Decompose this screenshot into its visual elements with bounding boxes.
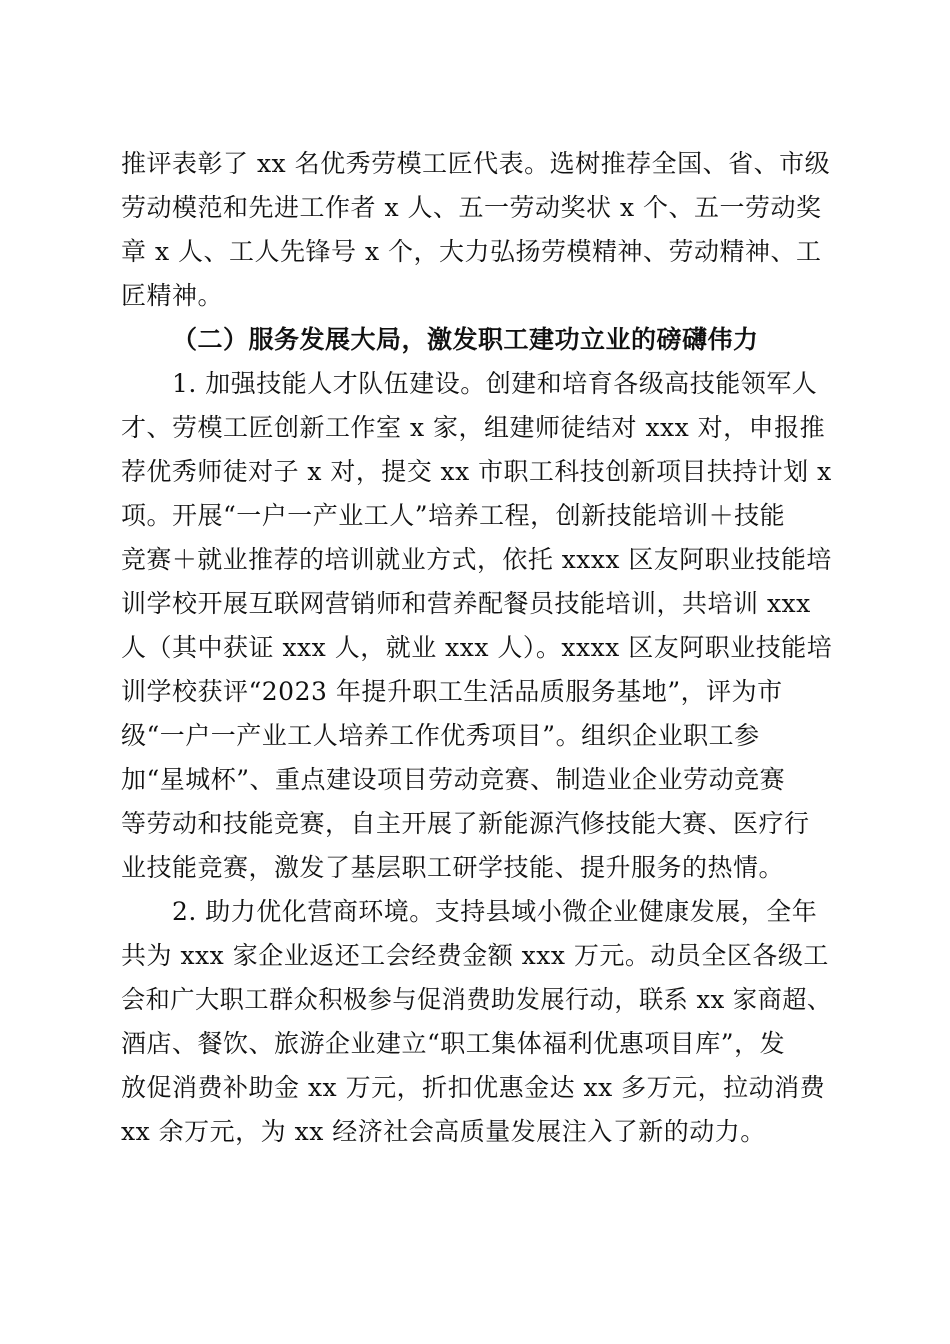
text-line: xx 余万元，为 xx 经济社会高质量发展注入了新的动力。 xyxy=(121,1117,766,1146)
text-line: 匠精神。 xyxy=(121,281,224,310)
text-line: 共为 xxx 家企业返还工会经费金额 xxx 万元。动员全区各级工 xyxy=(121,941,829,970)
text-line: 酒店、餐饮、旅游企业建立“职工集体福利优惠项目库”，发 xyxy=(121,1029,786,1058)
text-line: 劳动模范和先进工作者 x 人、五一劳动奖状 x 个、五一劳动奖 xyxy=(121,193,822,222)
text-line: 会和广大职工群众积极参与促消费助发展行动，联系 xx 家商超、 xyxy=(121,985,832,1014)
text-line: 级“一户一产业工人培养工作优秀项目”。组织企业职工参 xyxy=(121,721,760,750)
text-line: 荐优秀师徒对子 x 对，提交 xx 市职工科技创新项目扶持计划 x xyxy=(121,457,832,486)
text-line: 项。开展“一户一产业工人”培养工程，创新技能培训＋技能 xyxy=(121,501,786,530)
text-line: 放促消费补助金 xx 万元，折扣优惠金达 xx 多万元，拉动消费 xyxy=(121,1073,826,1102)
text-line: 才、劳模工匠创新工作室 x 家，组建师徒结对 xxx 对，申报推 xyxy=(121,413,826,442)
section-heading: （二）服务发展大局，激发职工建功立业的磅礴伟力 xyxy=(172,325,759,354)
text-line: 业技能竞赛，激发了基层职工研学技能、提升服务的热情。 xyxy=(121,853,785,882)
text-line: 推评表彰了 xx 名优秀劳模工匠代表。选树推荐全国、省、市级 xyxy=(121,149,831,178)
text-line: 等劳动和技能竞赛，自主开展了新能源汽修技能大赛、医疗行 xyxy=(121,809,810,838)
text-line: 2. 助力优化营商环境。支持县域小微企业健康发展，全年 xyxy=(172,897,818,926)
text-line: 训学校开展互联网营销师和营养配餐员技能培训，共培训 xxx xyxy=(121,589,811,618)
text-line: 训学校获评“2023 年提升职工生活品质服务基地”，评为市 xyxy=(121,677,783,706)
text-line: 人（其中获证 xxx 人，就业 xxx 人）。xxxx 区友阿职业技能培 xyxy=(121,633,833,662)
text-line: 1. 加强技能人才队伍建设。创建和培育各级高技能领军人 xyxy=(172,369,818,398)
text-line: 加“星城杯”、重点建设项目劳动竞赛、制造业企业劳动竞赛 xyxy=(121,765,786,794)
text-line: 竞赛＋就业推荐的培训就业方式，依托 xxxx 区友阿职业技能培 xyxy=(121,545,832,574)
text-line: 章 x 人、工人先锋号 x 个，大力弘扬劳模精神、劳动精神、工 xyxy=(121,237,822,266)
